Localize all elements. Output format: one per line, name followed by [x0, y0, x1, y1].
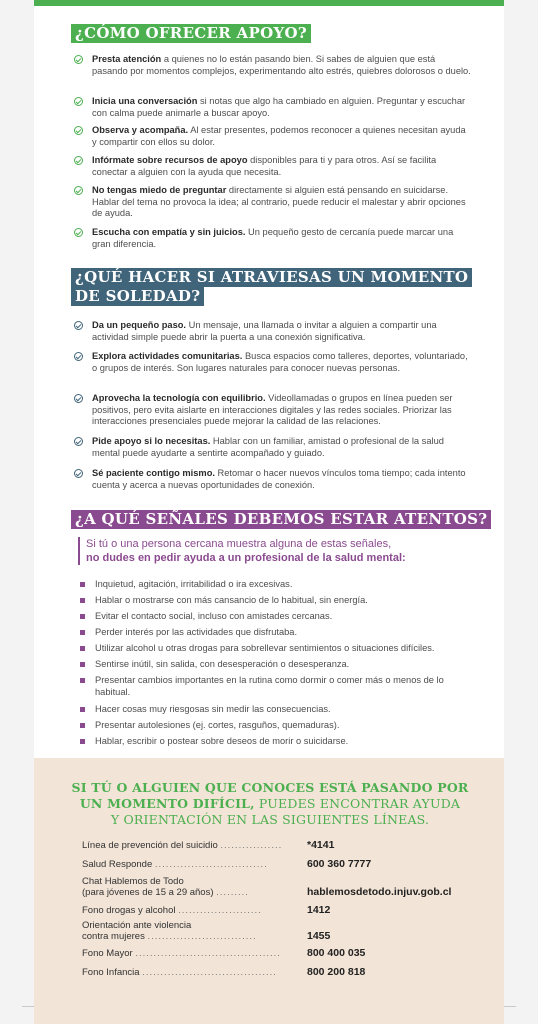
square-bullet-icon	[80, 582, 85, 587]
check-circle-icon	[74, 55, 83, 64]
square-bullet-icon	[80, 739, 85, 744]
square-bullet-icon	[80, 614, 85, 619]
top-color-bar	[34, 0, 504, 6]
check-circle-icon	[74, 156, 83, 165]
check-circle-icon	[74, 469, 83, 478]
help-line-row: Fono drogas y alcohol ....................... 1412	[82, 904, 331, 916]
check-circle-icon	[74, 437, 83, 446]
phone-number[interactable]: 800 200 818	[307, 966, 366, 978]
phone-number[interactable]: 1412	[307, 904, 331, 916]
document-page: ¿CÓMO OFRECER APOYO? Presta atención a quienes no lo están pasando bien. Si sabes de alguien que está pasando por momentos complejos, experimentando alto estrés, quiebres dolorosos o duelo. Inicia una conversación si notas que algo ha cambiado en alguien. Preguntar y escuchar con calma puede animarle a buscar apoyo. Observa y acompaña. Al estar presentes, podemos reconocer a quienes necesitan ayuda y compartir con ellos su dolor. Infórmate sobre recursos de apoyo disponibles para ti y para otros. Así se facilita conectar a alguien con la ayuda que necesita. No tengas miedo de preguntar directamente si alguien está pensando en suicidarse. Hablar del tema no provoca la idea; al contrario, puede reducir el malestar y abrir opciones de ayuda. Escucha con empatía y sin juicios. Un pequeño gesto de cercanía puede marcar una gran diferencia. ¿QUÉ HACER SI ATRAVIESAS UN MOMENTO DE SOLEDAD? Da un pequeño paso. Un mensaje, una llamada o invitar a alguien a compartir una actividad simple puede abrir la puerta a una conexión significativa. Explora actividades comunitarias. Busca espacios como talleres, deportes, voluntariado, o grupos de interés. Son lugares naturales para conocer nuevas personas. Aprovecha la tecnología con equilibrio. Videollamadas o grupos en línea pueden ser positivos, pero evita aislarte en interacciones digitales y las redes sociales. Priorizar las interacciones presenciales puede mejorar la calidad de las relaciones. Pide apoyo si lo necesitas. Hablar con un familiar, amistad o profesional de la salud mental puede ayudarte a sentirte acompañado y guiado. Sé paciente contigo mismo. Retomar o hacer nuevos vínculos toma tiempo; cada intento cuenta y acerca a nuevas oportunidades de conexión. ¿A QUÉ SEÑALES DEBEMOS ESTAR ATENTOS? Si tú o una persona cercana muestra alguna de estas señales, no dudes en pedir ayuda a un profesional de la salud mental: Inquietud, agitación, irritabilidad o ira excesivas. Hablar o mostrarse con más cansancio de lo habitual, sin energía. Evitar el contacto social, incluso con amistades cercanas. Perder interés por las actividades que disfrutaba. Utilizar alcohol u otras drogas para sobrellevar sentimientos o situaciones difíciles. Sentirse inútil, sin salida, con desesperación o desesperanza. Presentar cambios importantes en la rutina como dormir o comer más o menos de lo habitual. Hacer cosas muy riesgosas sin medir las consecuencias. Presentar autolesiones (ej. cortes, rasguños, quemaduras). Hablar, escribir o postear sobre deseos de morir o suicidarse. SI TÚ O ALGUIEN QUE CONOCES ESTÁ PASANDO POR UN MOMENTO DIFÍCIL, PUEDES ENCONTRAR AYUDA Y ORIENTACIÓN EN LAS SIGUIENTES LÍNEAS. Línea de prevención del suicidio ................. *4141 Salud Responde ............................... 600 360 7777 Chat Hablemos de Todo (para jóvenes de 15 a 29 años) ......... hablemosdetodo.injuv.gob.cl Fono drogas y alcohol ....................... 1412 Orientación ante violencia contra mujeres .............................. 1455 Fono Mayor ........................................ 800 400 035 Fono Infancia ..................................... 800 200 818	[34, 0, 504, 1024]
check-circle-icon	[74, 352, 83, 361]
section-title-offer-support: ¿CÓMO OFRECER APOYO?	[71, 24, 311, 43]
check-circle-icon	[74, 126, 83, 135]
square-bullet-icon	[80, 598, 85, 603]
help-line-row: Orientación ante violencia contra mujeres .............................. 1455	[82, 920, 331, 942]
check-circle-icon	[74, 228, 83, 237]
check-circle-icon	[74, 321, 83, 330]
phone-number[interactable]: *4141	[307, 839, 335, 851]
section-title-warning-signs: ¿A QUÉ SEÑALES DEBEMOS ESTAR ATENTOS?	[71, 510, 491, 529]
check-circle-icon	[74, 97, 83, 106]
phone-number[interactable]: 1455	[307, 930, 331, 942]
check-circle-icon	[74, 186, 83, 195]
intro-line: Si tú o una persona cercana muestra alguna de estas señales,	[86, 538, 392, 550]
help-line-row: Fono Mayor ........................................ 800 400 035	[82, 947, 366, 959]
help-lines-box	[34, 758, 504, 1024]
help-line-row: Salud Responde ............................... 600 360 7777	[82, 858, 372, 870]
help-box-heading: SI TÚ O ALGUIEN QUE CONOCES ESTÁ PASANDO POR UN MOMENTO DIFÍCIL, PUEDES ENCONTRAR AYUDA Y ORIENTACIÓN EN LAS SIGUIENTES LÍNEAS.	[71, 780, 469, 827]
section-title-loneliness: ¿QUÉ HACER SI ATRAVIESAS UN MOMENTO DE SOLEDAD?	[71, 268, 472, 306]
square-bullet-icon	[80, 662, 85, 667]
help-line-row: Línea de prevención del suicidio ................. *4141	[82, 839, 335, 851]
check-circle-icon	[74, 394, 83, 403]
square-bullet-icon	[80, 723, 85, 728]
phone-number[interactable]: 600 360 7777	[307, 858, 372, 870]
phone-number[interactable]: 800 400 035	[307, 947, 366, 959]
intro-line-bold: no dudes en pedir ayuda a un profesional de la salud mental:	[86, 552, 406, 564]
square-bullet-icon	[80, 678, 85, 683]
help-line-row: Fono Infancia ..................................... 800 200 818	[82, 966, 366, 978]
warning-signs-intro	[78, 537, 496, 565]
square-bullet-icon	[80, 646, 85, 651]
square-bullet-icon	[80, 707, 85, 712]
square-bullet-icon	[80, 630, 85, 635]
website-link[interactable]: hablemosdetodo.injuv.gob.cl	[307, 886, 452, 898]
help-line-row: Chat Hablemos de Todo (para jóvenes de 15 a 29 años) ......... hablemosdetodo.injuv.gob.cl	[82, 876, 452, 898]
crop-mark	[22, 1006, 34, 1019]
crop-mark	[504, 1006, 516, 1019]
